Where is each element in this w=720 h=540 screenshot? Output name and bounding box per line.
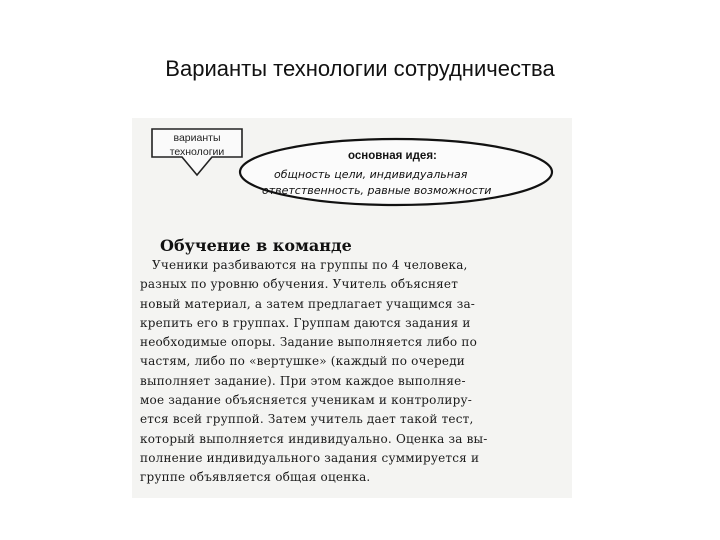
main-idea-line1: общность цели, индивидуальная [274,168,468,181]
body-line: новый материал, а затем предлагает учащимся за- [140,296,476,311]
variants-arrow-label [152,131,242,159]
body-line: разных по уровню обучения. Учитель объясняет [140,277,459,292]
body-line: мое задание объясняется ученикам и контролиру- [140,393,473,408]
arrow-label-line2: технологии [169,146,225,158]
body-line: группе объявляется общая оценка. [140,470,371,485]
body-line: Ученики разбиваются на группы по 4 человека, [152,258,468,272]
body-line: полнение индивидуального задания суммируется и [140,450,480,465]
body-line: ется всей группой. Затем учитель дает такой тест, [140,412,474,427]
body-line: выполняет задание). При этом каждое выполняе- [140,373,466,388]
slide-title: Варианты технологии сотрудничества [165,56,555,81]
main-idea-heading: основная идея: [348,150,437,162]
body-line: необходимые опоры. Задание выполняется либо по [140,335,477,350]
body-line: крепить его в группах. Группам даются задания и [140,315,471,330]
body-line: который выполняется индивидуально. Оценка за вы- [140,431,488,446]
section-body [140,256,568,488]
section-heading: Обучение в команде [160,236,352,255]
body-line: частям, либо по «вертушке» (каждый по очереди [140,354,465,369]
main-idea-line2: ответственность, равные возможности [262,184,492,197]
arrow-label-line1: варианты [173,132,221,144]
